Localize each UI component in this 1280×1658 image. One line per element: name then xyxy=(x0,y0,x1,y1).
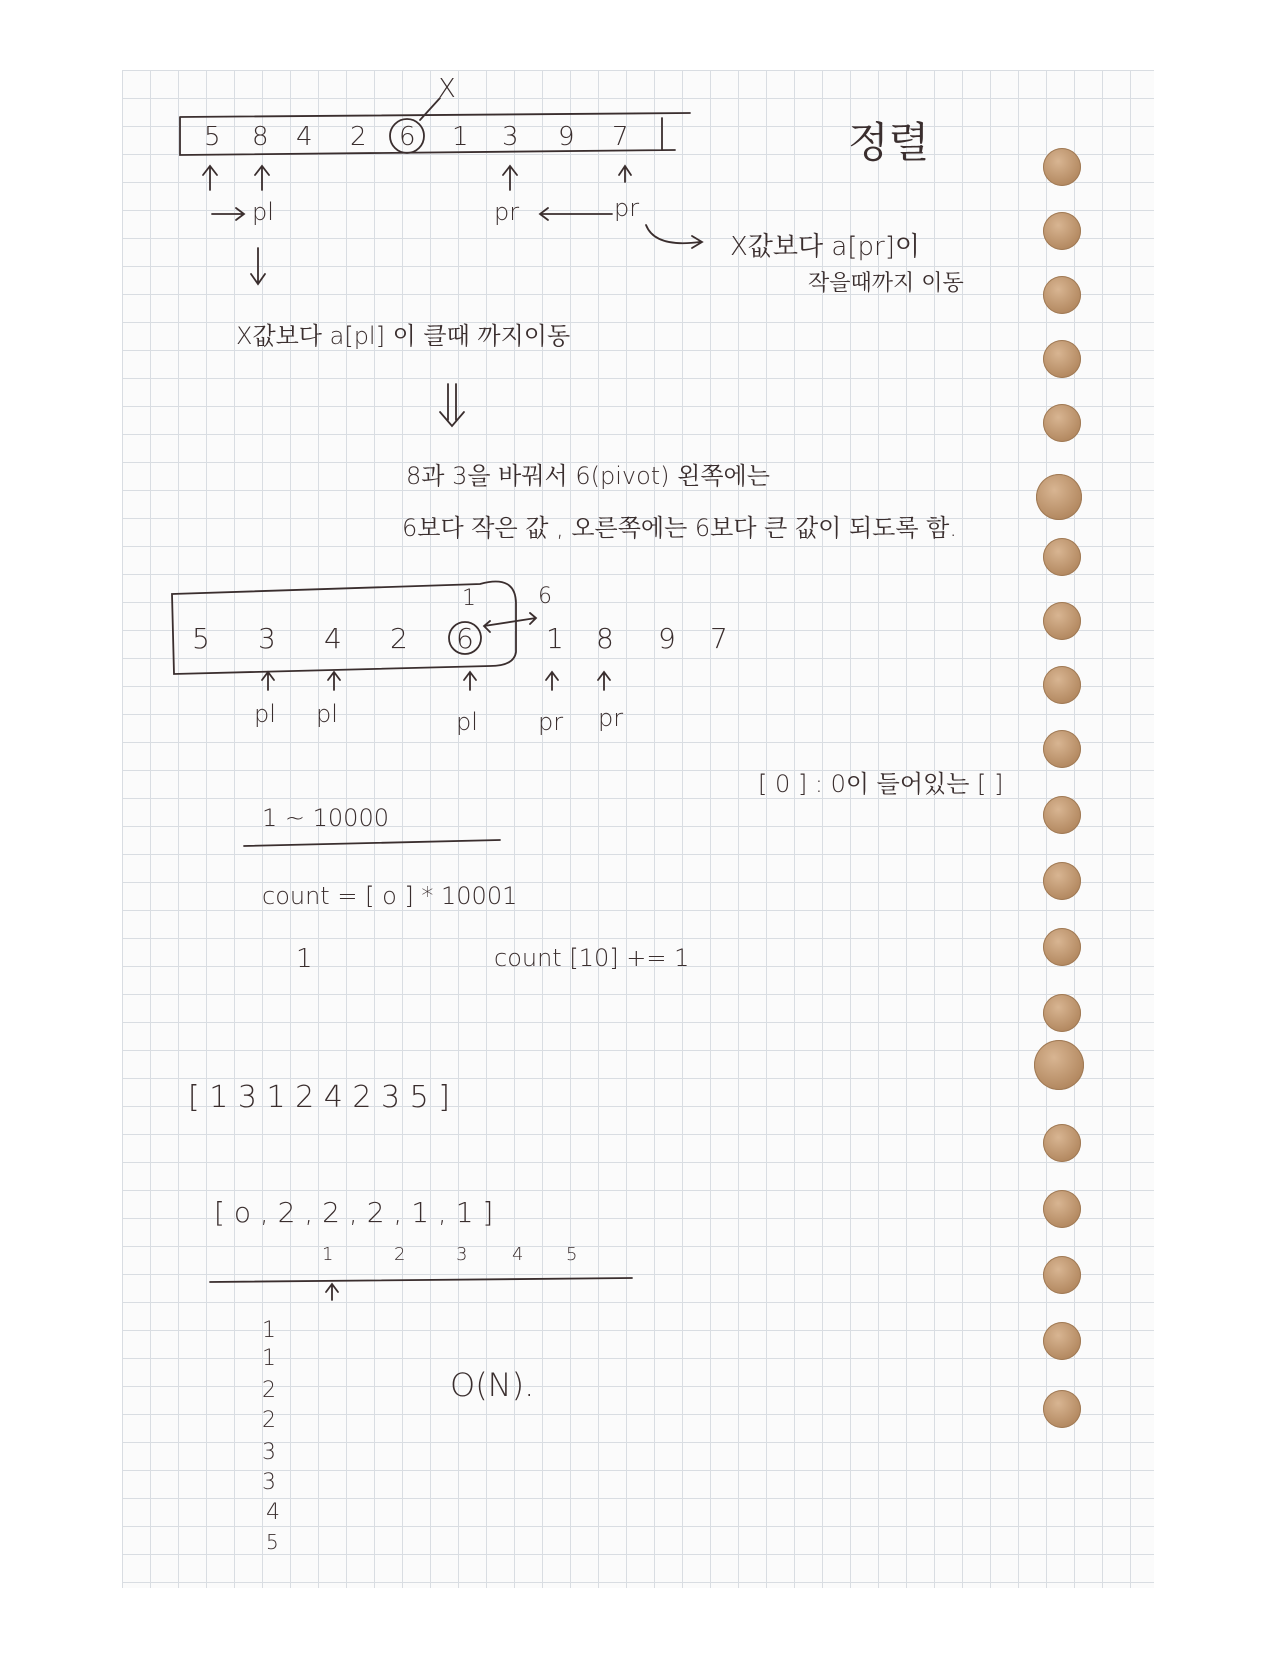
index-label: 5 xyxy=(566,1244,578,1265)
sorted-value: 1 xyxy=(262,1346,276,1371)
array-cell-pivot: 6 xyxy=(399,122,416,152)
input-list: [ 1 3 1 2 4 2 3 5 ] xyxy=(188,1080,450,1115)
sorted-value: 3 xyxy=(262,1470,276,1495)
array-cell: 3 xyxy=(258,622,276,655)
array-cell: 8 xyxy=(252,122,269,152)
sorted-value: 3 xyxy=(262,1440,276,1465)
count-init: count = [ o ] * 10001 xyxy=(262,882,518,910)
sorted-value: 2 xyxy=(262,1408,276,1433)
swap-label-right: 6 xyxy=(538,584,552,609)
pointer-label: pr xyxy=(598,704,624,732)
index-label: 1 xyxy=(322,1244,334,1265)
array-cell-pivot: 6 xyxy=(456,622,474,655)
array-cell: 2 xyxy=(390,622,408,655)
pointer-label: pl xyxy=(254,700,276,728)
pointer-label: pr xyxy=(538,708,564,736)
note-pr-line2: 작을때까지 이동 xyxy=(808,271,964,296)
array-cell: 3 xyxy=(502,122,519,152)
array-cell: 1 xyxy=(452,122,469,152)
count-increment: count [10] += 1 xyxy=(494,944,690,972)
array-cell: 8 xyxy=(596,622,614,655)
pivot-x-label: X xyxy=(438,74,456,104)
pointer-pr-right: pr xyxy=(614,194,640,222)
array-cell: 9 xyxy=(658,622,676,655)
array-cell: 7 xyxy=(710,622,728,655)
array-cell: 5 xyxy=(204,122,221,152)
note-pl: X값보다 a[pl] 이 클때 까지이동 xyxy=(236,322,571,350)
bracket-note: [ 0 ] : 0이 들어있는 [ ] xyxy=(758,770,1004,798)
array-cell: 4 xyxy=(296,122,313,152)
complexity-label: O(N). xyxy=(450,1366,535,1404)
swap-note-line2: 6보다 작은 값 , 오른쪽에는 6보다 큰 값이 되도록 함. xyxy=(402,514,957,542)
swap-note-line1: 8과 3을 바꿔서 6(pivot) 왼쪽에는 xyxy=(406,462,770,490)
array-cell: 2 xyxy=(350,122,367,152)
array-cell: 4 xyxy=(324,622,342,655)
index-label: 2 xyxy=(394,1244,406,1265)
array-cell: 9 xyxy=(558,122,575,152)
range-label: 1 ~ 10000 xyxy=(262,804,389,832)
page-title: 정렬 xyxy=(848,118,930,167)
sorted-value: 1 xyxy=(262,1318,276,1343)
pointer-label: pl xyxy=(456,708,478,736)
pointer-label: pl xyxy=(316,700,338,728)
count-array: [ o , 2 , 2 , 2 , 1 , 1 ] xyxy=(214,1196,494,1229)
count-one: 1 xyxy=(296,944,313,974)
array-cell: 5 xyxy=(192,622,210,655)
note-pr-line1: X값보다 a[pr]이 xyxy=(730,232,920,262)
pointer-pr-left: pr xyxy=(494,198,520,226)
pointer-pl-top: pl xyxy=(252,198,274,226)
index-label: 3 xyxy=(456,1244,468,1265)
sorted-value: 4 xyxy=(266,1500,280,1525)
array-cell: 1 xyxy=(546,622,564,655)
swap-label-top: 1 xyxy=(462,586,476,611)
array-cell: 7 xyxy=(612,122,629,152)
sorted-value: 5 xyxy=(266,1530,279,1554)
index-label: 4 xyxy=(512,1244,524,1265)
sorted-value: 2 xyxy=(262,1378,276,1403)
